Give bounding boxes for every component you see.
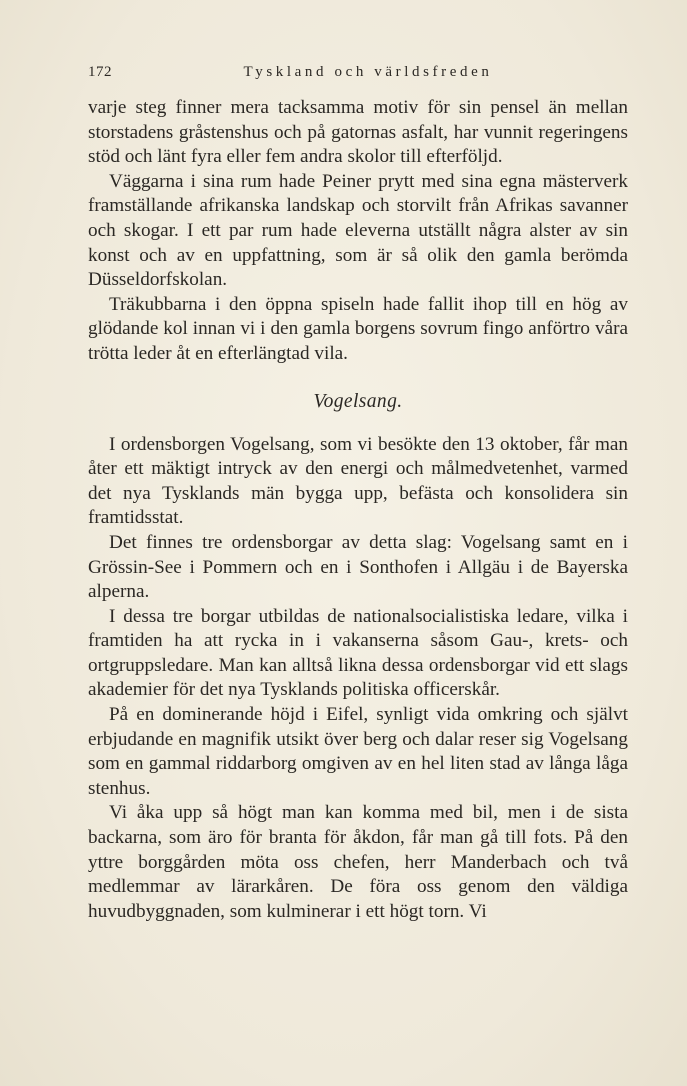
running-title: Tyskland och världsfreden [243, 64, 493, 80]
paragraph: Träkubbarna i den öppna spiseln hade fallit ihop till en hög av glödande kol innan vi i den gamla borgens sovrum fingo anförtro våra trötta leder åt en efterlängtad vila. [88, 293, 628, 364]
paragraph: Väggarna i sina rum hade Peiner prytt med sina egna mästerverk framställande afrikanska landskap och storvilt från Afrikas savanner och skogar. I ett par rum hade eleverna utställt några alster av sin konst och av en uppfattning, som är så olik den gamla berömda Düsseldorfskolan. [88, 170, 628, 291]
paragraph: På en dominerande höjd i Eifel, synligt vida omkring och självt erbjudande en magnifik utsikt över berg och dalar reser sig Vogelsang som en gammal riddarborg omgiven av en hel liten stad av långa låga stenhus. [88, 704, 628, 799]
paragraph: Det finnes tre ordensborgar av detta slag: Vogelsang samt en i Grössin-See i Pommern och en i Sonthofen i Allgäu i de Bayerska alperna. [88, 531, 628, 603]
paragraph: Vi åka upp så högt man kan komma med bil, men i de sista backarna, som äro för branta för åkdon, får man gå till fots. På den yttre borggården möta oss chefen, herr Manderbach och två medlemmar av lärarkåren. De föra oss genom den väldiga huvudbyggnaden, som kulminerar i ett högt torn. Vi [88, 802, 628, 922]
section-heading: Vogelsang. [313, 390, 403, 412]
paragraph-continuation: varje steg finner mera tacksamma motiv för sin pensel än mellan storstadens gråstenshus och på gatornas asfalt, har vunnit regeringens stöd och länt fyra eller fem andra skolor till efterföljd. [88, 97, 628, 168]
page-header [88, 64, 628, 86]
body-text [88, 96, 628, 924]
page-number: 172 [88, 64, 112, 80]
paragraph: I ordensborgen Vogelsang, som vi besökte den 13 oktober, får man åter ett mäktigt intryck av den energi och målmedvetenhet, varmed det nya Tysklands män bygga upp, befästa och konsolidera sin framtidsstat. [88, 433, 628, 529]
paragraph: I dessa tre borgar utbildas de nationalsocialistiska ledare, vilka i framtiden ha att rycka in i vakanserna såsom Gau-, krets- och ortgruppsledare. Man kan alltså likna dessa ordensborgar vid ett slags akademier för det nya Tysklands politiska officerskår. [88, 605, 628, 701]
